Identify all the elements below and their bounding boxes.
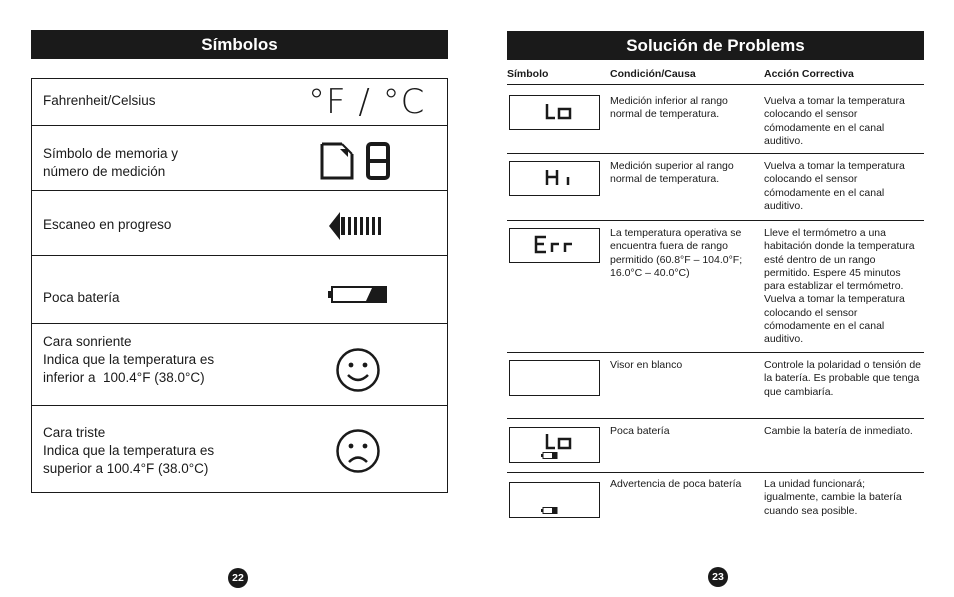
symbol-row-fahrenheit-celsius <box>32 79 447 126</box>
fahrenheit-celsius-symbol: °F / °C <box>308 82 426 122</box>
page-number-right: 23 <box>708 567 728 587</box>
low-battery-icon <box>328 285 388 305</box>
lcd-display-battery <box>509 482 600 518</box>
page-number-left: 22 <box>228 568 248 588</box>
header-condition: Condición/Causa <box>610 68 696 80</box>
symbol-description-line1: Cara triste <box>43 425 106 440</box>
symbols-table <box>31 78 448 493</box>
condition-text: Advertencia de poca batería <box>610 478 742 490</box>
action-text: Vuelva a tomar la temperatura colocando el sensor cómodamente en el canal auditivo. <box>764 160 905 212</box>
symbol-description-line2: número de medición <box>43 164 166 179</box>
lcd-lo-icon <box>510 96 599 129</box>
symbol-description-line2: Indica que la temperatura es <box>43 352 215 367</box>
trouble-row-blank <box>507 353 924 419</box>
symbol-description: Fahrenheit/Celsius <box>43 93 156 108</box>
action-text: Lleve el termómetro a una habitación donde la temperatura esté dentro de un rango permitido. Espere 45 minutos para establizar el termómetro. Vuelva a tomar la temperatura colocando el sensor cómodamente en el canal auditivo. <box>764 227 915 346</box>
action-text: Controle la polaridad o tensión de la batería. Es probable que tenga que cambiaría. <box>764 359 922 398</box>
lcd-display-err <box>509 228 600 263</box>
symbols-title: Símbolos <box>31 30 448 59</box>
condition-text: Medición superior al rango normal de temperatura. <box>610 160 734 186</box>
trouble-row-hi <box>507 154 924 221</box>
symbol-description-line1: Símbolo de memoria y <box>43 146 179 161</box>
condition-text: Visor en blanco <box>610 359 683 371</box>
condition-text: La temperatura operativa se encuentra fuera de rango permitido (60.8°F – 104.0°F; 16.0°C – 40.0°C) <box>610 227 743 279</box>
lcd-display-lo-battery <box>509 427 600 463</box>
trouble-row-lo <box>507 85 924 154</box>
action-text: La unidad funcionará; igualmente, cambie la batería cuando sea posible. <box>764 478 902 517</box>
scan-arrow-icon <box>328 210 386 242</box>
symbol-description: Escaneo en progreso <box>43 217 172 232</box>
memory-icon <box>320 140 394 182</box>
symbol-row-scan <box>32 191 447 256</box>
lcd-display-hi <box>509 161 600 196</box>
lcd-lo-battery-icon <box>510 428 599 462</box>
action-text: Vuelva a tomar la temperatura colocando el sensor cómodamente en el canal auditivo. <box>764 95 905 147</box>
symbol-row-sad <box>32 406 447 492</box>
condition-text: Medición inferior al rango normal de temperatura. <box>610 95 728 121</box>
symbol-description: Poca batería <box>43 290 120 305</box>
condition-text: Poca batería <box>610 425 670 437</box>
action-text: Cambie la batería de inmediato. <box>764 425 913 437</box>
symbol-description-line2: Indica que la temperatura es <box>43 443 215 458</box>
sad-face-icon <box>335 428 381 474</box>
symbol-row-smiley <box>32 324 447 406</box>
symbol-description-line3: inferior a 100.4°F (38.0°C) <box>43 370 205 385</box>
lcd-display-blank <box>509 360 600 396</box>
trouble-row-battery-warning <box>507 473 924 525</box>
trouble-row-low-battery <box>507 419 924 473</box>
lcd-hi-icon <box>510 162 599 195</box>
troubleshooting-title: Solución de Problems <box>507 31 924 60</box>
lcd-display-lo <box>509 95 600 130</box>
header-symbol: Símbolo <box>507 68 549 80</box>
low-battery-icon <box>510 483 599 517</box>
symbol-row-memory <box>32 126 447 191</box>
symbol-description-line1: Cara sonriente <box>43 334 132 349</box>
lcd-err-icon <box>510 229 599 262</box>
symbol-row-low-battery <box>32 256 447 324</box>
symbol-description-line3: superior a 100.4°F (38.0°C) <box>43 461 209 476</box>
trouble-row-err <box>507 221 924 353</box>
smiley-face-icon <box>335 347 381 393</box>
header-action: Acción Correctiva <box>764 68 854 80</box>
